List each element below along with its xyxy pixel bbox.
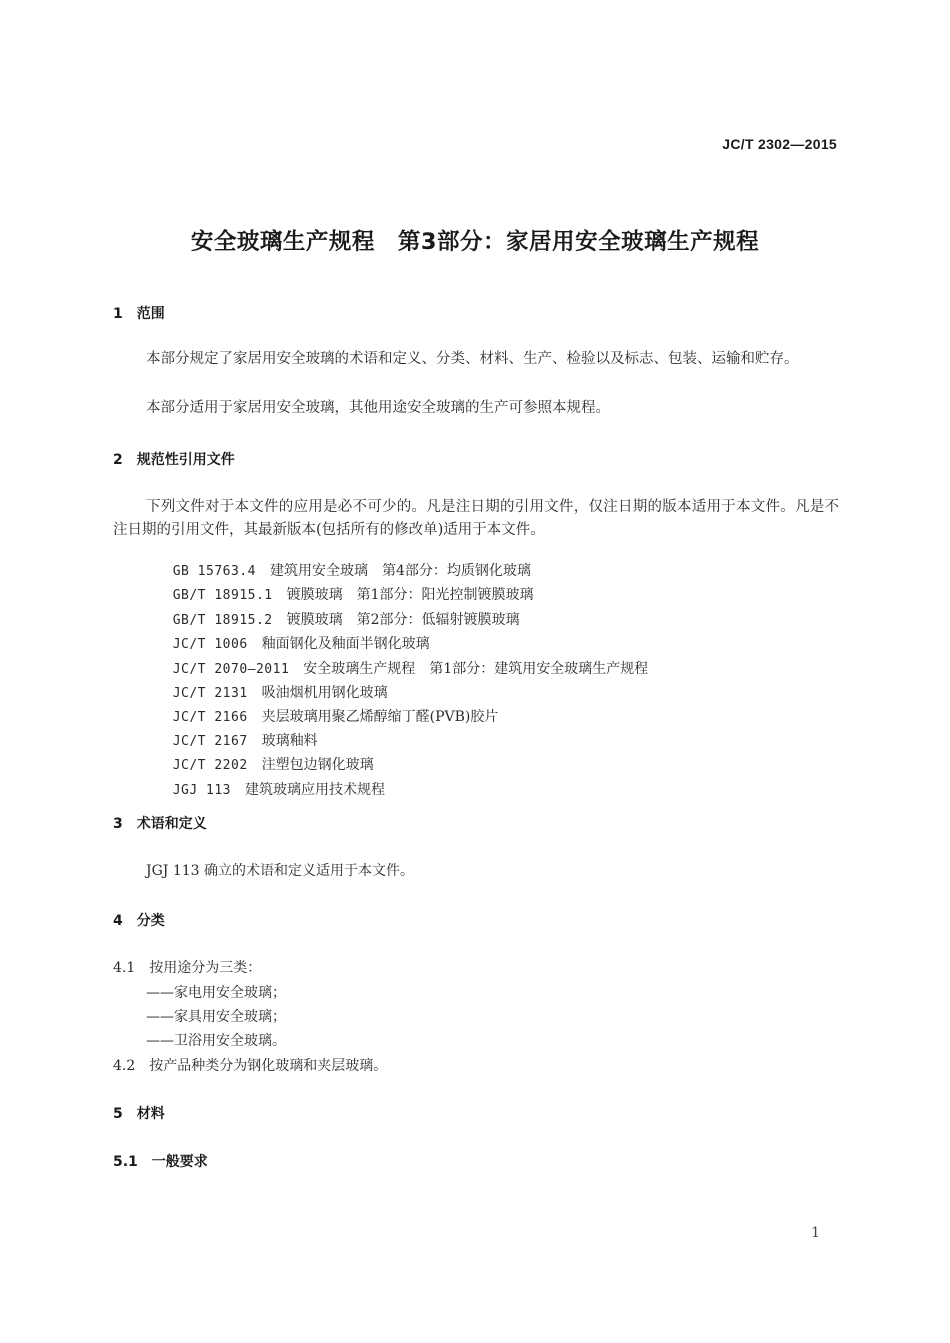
reference-code: JC/T 1006 [172,637,248,652]
section-3-text: JGJ 113 确立的术语和定义适用于本文件。 [146,863,415,879]
section-5-heading: 5 材料 [113,1106,165,1122]
page-number: 1 [811,1225,820,1241]
reference-code: GB 15763.4 [172,564,256,579]
reference-code: JC/T 2070—2011 [172,662,290,677]
reference-title: 注塑包边钢化玻璃 [261,757,374,773]
section-3-heading: 3 术语和定义 [113,816,207,832]
reference-title: 夹层玻璃用聚乙烯醇缩丁醛(PVB)胶片 [261,709,499,725]
reference-code: GB/T 18915.1 [172,588,273,603]
reference-title: 釉面钢化及釉面半钢化玻璃 [261,636,430,652]
reference-title: 建筑玻璃应用技术规程 [245,782,385,798]
reference-code: JC/T 2166 [172,710,248,725]
clause-5-1-heading: 5.1 一般要求 [113,1154,208,1170]
reference-title: 建筑用安全玻璃 第4部分：均质钢化玻璃 [269,563,531,579]
reference-title: 安全玻璃生产规程 第1部分：建筑用安全玻璃生产规程 [303,661,649,677]
section-1-paragraph-2: 本部分适用于家居用安全玻璃，其他用途安全玻璃的生产可参照本规程。 [146,400,610,416]
reference-code: GB/T 18915.2 [172,613,273,628]
document-title: 安全玻璃生产规程 第3部分：家居用安全玻璃生产规程 [190,229,760,255]
section-2-heading: 2 规范性引用文件 [113,452,235,468]
list-item: ——家具用安全玻璃； [146,1009,286,1025]
reference-code: JC/T 2202 [172,758,248,773]
list-item: ——家电用安全玻璃； [146,985,286,1001]
standard-code: JC/T 2302—2015 [722,136,837,152]
section-4-heading: 4 分类 [113,913,165,929]
section-2-intro: 下列文件对于本文件的应用是必不可少的。凡是注日期的引用文件，仅注日期的版本适用于本文件。凡是不注日期的引用文件，其最新版本(包括所有的修改单)适用于本文件。 [113,499,839,538]
reference-code: JC/T 2131 [172,686,248,701]
list-item: ——卫浴用安全玻璃。 [146,1033,286,1049]
section-1-heading: 1 范围 [113,306,165,322]
reference-code: JGJ 113 [172,783,231,798]
reference-code: JC/T 2167 [172,734,248,749]
reference-item [146,763,385,815]
reference-title: 镀膜玻璃 第2部分：低辐射镀膜玻璃 [286,612,520,628]
reference-title: 镀膜玻璃 第1部分：阳光控制镀膜玻璃 [286,587,534,603]
clause-4-1: 4.1 按用途分为三类： [113,960,262,976]
section-1-paragraph-1: 本部分规定了家居用安全玻璃的术语和定义、分类、材料、生产、检验以及标志、包装、运输和贮存。 [146,351,799,367]
reference-title: 玻璃釉料 [261,733,318,749]
reference-title: 吸油烟机用钢化玻璃 [261,685,388,701]
clause-4-2: 4.2 按产品种类分为钢化玻璃和夹层玻璃。 [113,1058,388,1074]
